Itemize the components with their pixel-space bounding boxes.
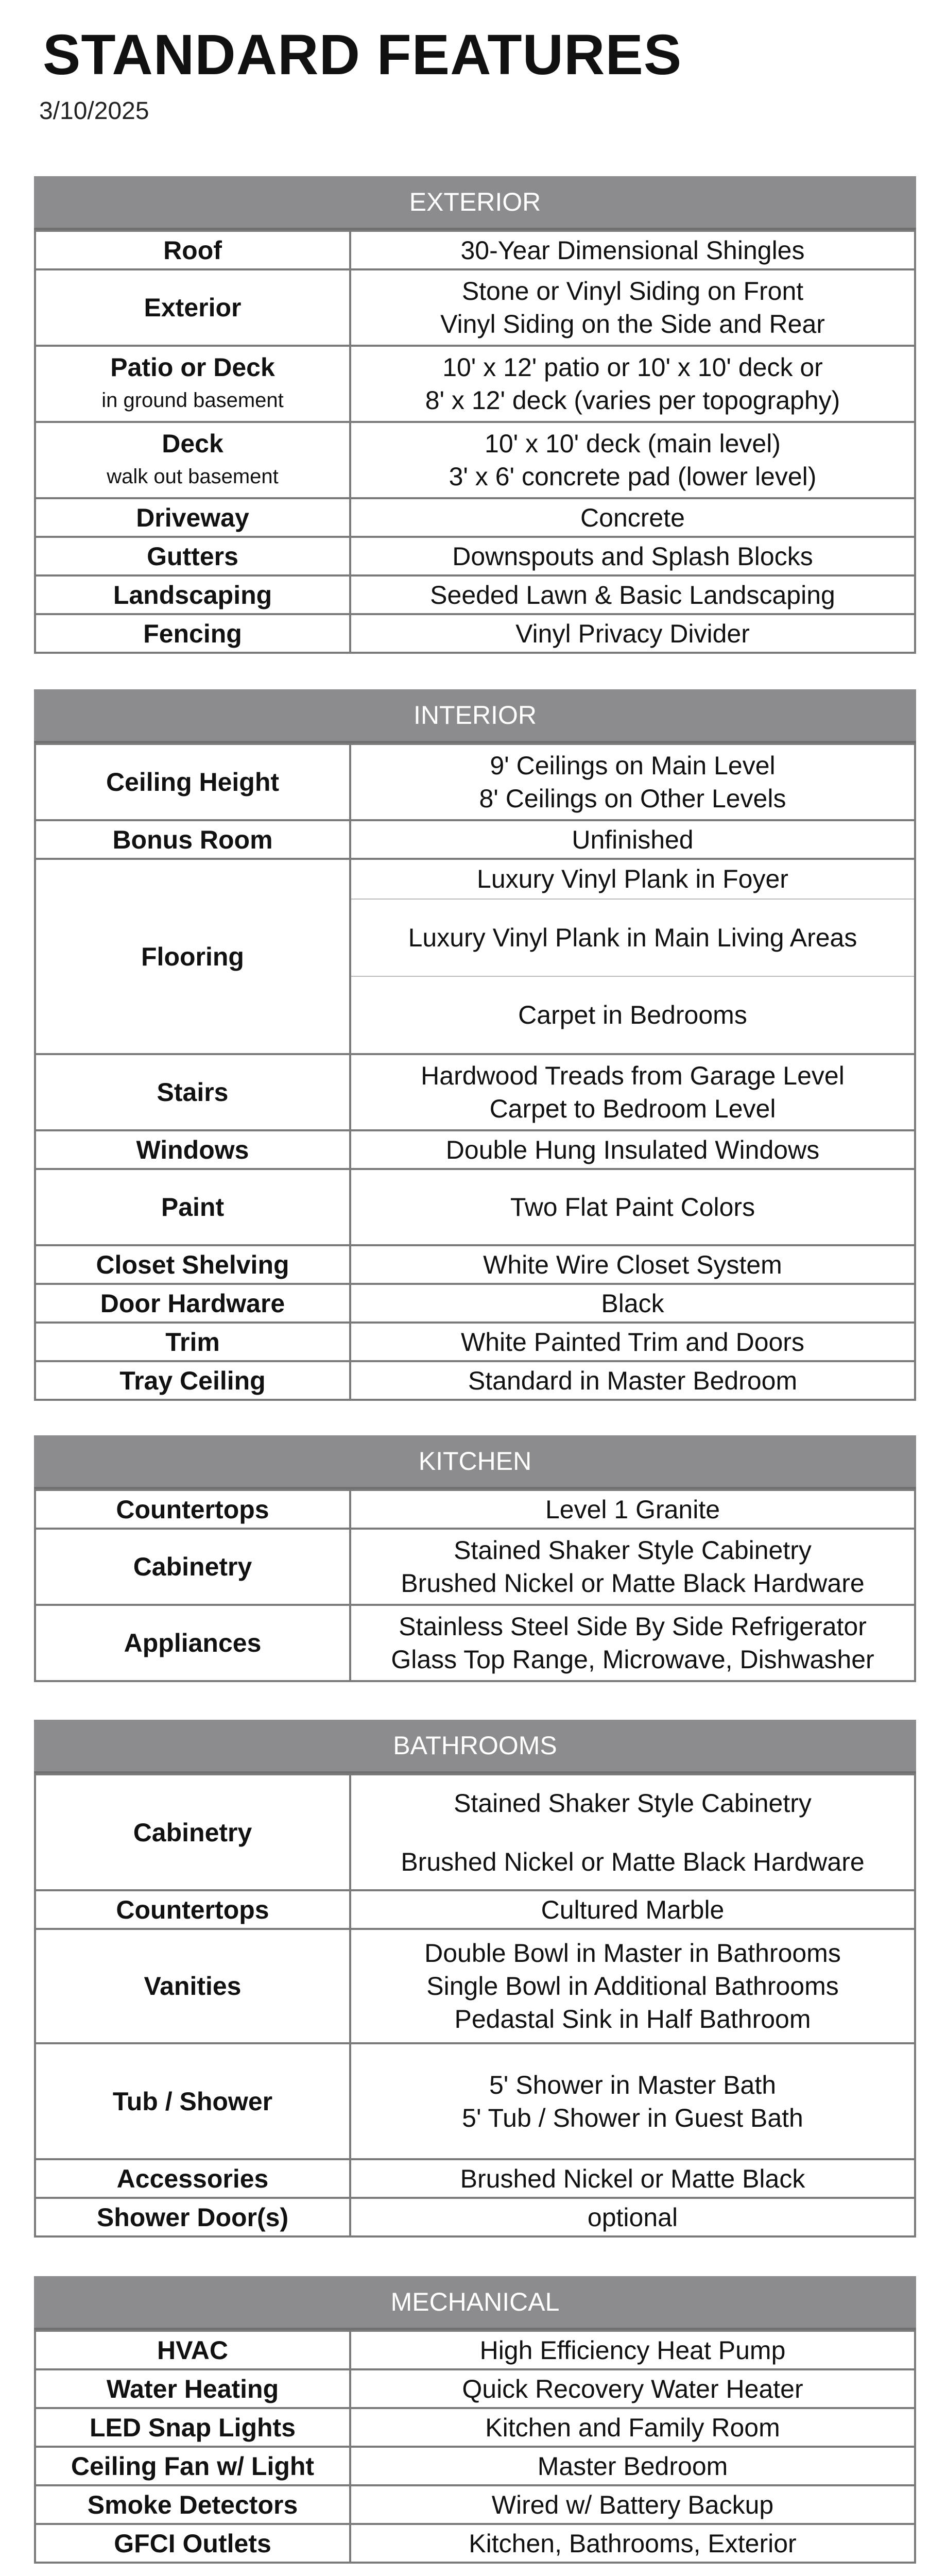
- feature-value-line: Quick Recovery Water Heater: [462, 2374, 803, 2403]
- feature-sublabel: in ground basement: [101, 389, 284, 412]
- feature-label: Gutters: [35, 537, 350, 575]
- feature-value-line: Stained Shaker Style Cabinetry: [454, 1788, 812, 1818]
- feature-value: [350, 1490, 915, 1529]
- table-row: [35, 1245, 915, 1284]
- feature-sublabel: walk out basement: [107, 465, 279, 488]
- feature-value: [350, 1529, 915, 1605]
- feature-value: [350, 537, 915, 575]
- feature-value: [350, 231, 915, 269]
- feature-value-line: 8' x 12' deck (varies per topography): [425, 386, 840, 415]
- feature-value: [350, 2447, 915, 2485]
- feature-value-line: Stone or Vinyl Siding on Front: [461, 277, 804, 306]
- table-row: [35, 537, 915, 575]
- feature-value: [350, 1605, 915, 1681]
- feature-value: [350, 2485, 915, 2524]
- feature-value-line: optional: [587, 2202, 678, 2232]
- feature-label: Bonus Room: [35, 820, 350, 859]
- feature-value-line: Seeded Lawn & Basic Landscaping: [430, 580, 835, 609]
- table-row: [35, 269, 915, 346]
- table-row: [35, 2408, 915, 2447]
- feature-value-line: Wired w/ Battery Backup: [491, 2490, 774, 2519]
- table-row: [35, 498, 915, 537]
- feature-value-line: Carpet in Bedrooms: [351, 976, 914, 1053]
- feature-value-line: Two Flat Paint Colors: [510, 1193, 755, 1222]
- feature-value-line: Level 1 Granite: [545, 1495, 720, 1524]
- page-title: STANDARD FEATURES: [43, 23, 682, 87]
- feature-label: Landscaping: [35, 575, 350, 614]
- feature-value: [350, 1284, 915, 1323]
- feature-label: [35, 422, 350, 498]
- feature-value: [350, 2159, 915, 2198]
- features-table: [34, 230, 916, 654]
- feature-value-line: Carpet to Bedroom Level: [489, 1094, 776, 1123]
- table-row: [35, 1284, 915, 1323]
- table-row: [35, 1605, 915, 1681]
- feature-value: [350, 2408, 915, 2447]
- feature-value-line: 10' x 12' patio or 10' x 10' deck or: [442, 353, 823, 382]
- feature-value: [350, 744, 915, 820]
- table-row: [35, 2331, 915, 2369]
- feature-label: Cabinetry: [35, 1774, 350, 1890]
- table-row: [35, 1774, 915, 1890]
- feature-label: Closet Shelving: [35, 1245, 350, 1284]
- feature-value-line: Downspouts and Splash Blocks: [452, 541, 813, 571]
- table-row: [35, 1323, 915, 1361]
- section-bathrooms: [34, 1720, 916, 2238]
- feature-value: [350, 2198, 915, 2236]
- feature-value-line: Luxury Vinyl Plank in Main Living Areas: [351, 899, 914, 976]
- table-row: [35, 575, 915, 614]
- feature-value-line: Black: [601, 1289, 664, 1318]
- table-row: [35, 2198, 915, 2236]
- feature-value-line: Brushed Nickel or Matte Black Hardware: [401, 1847, 865, 1876]
- table-row: [35, 1130, 915, 1169]
- feature-value: [350, 2369, 915, 2408]
- table-row: [35, 744, 915, 820]
- feature-value-line: 3' x 6' concrete pad (lower level): [449, 462, 817, 491]
- feature-label: Exterior: [35, 269, 350, 346]
- feature-value-line: White Painted Trim and Doors: [461, 1327, 804, 1357]
- section-header: KITCHEN: [34, 1435, 916, 1489]
- feature-value-line: Double Hung Insulated Windows: [445, 1135, 820, 1164]
- feature-value-line: Luxury Vinyl Plank in Foyer: [477, 865, 788, 893]
- feature-value: [350, 1169, 915, 1245]
- feature-value: [350, 1245, 915, 1284]
- feature-label: Door Hardware: [35, 1284, 350, 1323]
- feature-value-line: 9' Ceilings on Main Level: [490, 751, 776, 780]
- table-row: [35, 2369, 915, 2408]
- feature-value: [350, 2524, 915, 2563]
- feature-value: [350, 1929, 915, 2043]
- feature-value-line: 30-Year Dimensional Shingles: [460, 235, 805, 265]
- feature-value: [350, 2043, 915, 2159]
- feature-label: Ceiling Height: [35, 744, 350, 820]
- feature-label: Tub / Shower: [35, 2043, 350, 2159]
- table-row: [35, 2524, 915, 2563]
- section-header: BATHROOMS: [34, 1720, 916, 1773]
- table-row: [35, 422, 915, 498]
- feature-value: [350, 422, 915, 498]
- feature-label: Countertops: [35, 1490, 350, 1529]
- feature-value: [350, 575, 915, 614]
- feature-value-line: Kitchen, Bathrooms, Exterior: [469, 2529, 797, 2558]
- feature-label: LED Snap Lights: [35, 2408, 350, 2447]
- feature-label: Shower Door(s): [35, 2198, 350, 2236]
- feature-label: Accessories: [35, 2159, 350, 2198]
- table-row: [35, 614, 915, 653]
- document-date: 3/10/2025: [39, 97, 149, 125]
- table-row: [35, 820, 915, 859]
- feature-value-line: Cultured Marble: [541, 1895, 725, 1924]
- feature-value-line: Unfinished: [572, 825, 694, 854]
- table-row: [35, 346, 915, 422]
- feature-label: Ceiling Fan w/ Light: [35, 2447, 350, 2485]
- table-row: [35, 1054, 915, 1130]
- feature-value-line: Single Bowl in Additional Bathrooms: [426, 1972, 839, 2001]
- feature-value-line: 10' x 10' deck (main level): [485, 429, 781, 458]
- feature-value: [350, 1323, 915, 1361]
- table-row: [35, 1169, 915, 1245]
- feature-value-line: 8' Ceilings on Other Levels: [479, 784, 786, 813]
- feature-value-line: Concrete: [580, 503, 685, 532]
- feature-label: Smoke Detectors: [35, 2485, 350, 2524]
- table-row: [35, 1361, 915, 1400]
- section-interior: [34, 689, 916, 1401]
- table-row: [35, 1890, 915, 1929]
- features-table: [34, 2330, 916, 2564]
- features-table: [34, 1773, 916, 2238]
- feature-value: [350, 859, 915, 1054]
- section-header: INTERIOR: [34, 689, 916, 743]
- feature-value-line: High Efficiency Heat Pump: [479, 2335, 786, 2365]
- feature-label: Paint: [35, 1169, 350, 1245]
- table-row: [35, 1529, 915, 1605]
- table-row: [35, 2485, 915, 2524]
- feature-value: [350, 269, 915, 346]
- feature-label: Flooring: [35, 859, 350, 1054]
- feature-value-line: Vinyl Siding on the Side and Rear: [440, 310, 825, 338]
- feature-label: Vanities: [35, 1929, 350, 2043]
- feature-label: Water Heating: [35, 2369, 350, 2408]
- feature-value-line: Brushed Nickel or Matte Black Hardware: [401, 1569, 865, 1598]
- feature-value: [350, 820, 915, 859]
- feature-value: [350, 1774, 915, 1890]
- feature-value: [350, 346, 915, 422]
- table-row: [35, 2447, 915, 2485]
- feature-value: [350, 614, 915, 653]
- feature-label: Tray Ceiling: [35, 1361, 350, 1400]
- feature-value-line: Vinyl Privacy Divider: [515, 619, 750, 648]
- feature-label: GFCI Outlets: [35, 2524, 350, 2563]
- table-row: [35, 2159, 915, 2198]
- feature-value: [350, 1130, 915, 1169]
- feature-label: Windows: [35, 1130, 350, 1169]
- feature-value-line: Stainless Steel Side By Side Refrigerator: [399, 1612, 867, 1641]
- feature-label: Roof: [35, 231, 350, 269]
- section-header: MECHANICAL: [34, 2276, 916, 2330]
- feature-value: [350, 1054, 915, 1130]
- features-table: [34, 1489, 916, 1682]
- table-row: [35, 231, 915, 269]
- feature-value: [350, 498, 915, 537]
- section-header: EXTERIOR: [34, 176, 916, 230]
- feature-value-line: Master Bedroom: [537, 2451, 728, 2481]
- feature-value-line: Glass Top Range, Microwave, Dishwasher: [391, 1645, 874, 1674]
- feature-label: Countertops: [35, 1890, 350, 1929]
- table-row: [35, 1929, 915, 2043]
- feature-value-line: Stained Shaker Style Cabinetry: [454, 1536, 812, 1565]
- features-table: [34, 743, 916, 1401]
- feature-label: [35, 346, 350, 422]
- feature-value-line: Hardwood Treads from Garage Level: [421, 1061, 845, 1090]
- feature-value-line: Pedastal Sink in Half Bathroom: [454, 2005, 811, 2033]
- feature-value: [350, 1890, 915, 1929]
- table-row: [35, 2043, 915, 2159]
- feature-value-line: Standard in Master Bedroom: [468, 1366, 798, 1395]
- table-row: [35, 1490, 915, 1529]
- feature-label: Appliances: [35, 1605, 350, 1681]
- feature-label-text: Deck: [162, 429, 223, 458]
- feature-label: Fencing: [35, 614, 350, 653]
- section-mechanical: [34, 2276, 916, 2564]
- feature-value: [350, 2331, 915, 2369]
- section-exterior: [34, 176, 916, 654]
- feature-value-line: Double Bowl in Master in Bathrooms: [424, 1939, 841, 1968]
- feature-value-line: 5' Tub / Shower in Guest Bath: [462, 2103, 803, 2132]
- feature-label: Trim: [35, 1323, 350, 1361]
- feature-label: Driveway: [35, 498, 350, 537]
- feature-value: [350, 1361, 915, 1400]
- table-row: [35, 859, 915, 1054]
- feature-label: Cabinetry: [35, 1529, 350, 1605]
- feature-label: HVAC: [35, 2331, 350, 2369]
- section-kitchen: [34, 1435, 916, 1682]
- feature-value-line: Kitchen and Family Room: [485, 2413, 780, 2442]
- feature-value-line: Brushed Nickel or Matte Black: [460, 2164, 805, 2193]
- feature-value-line: 5' Shower in Master Bath: [489, 2070, 777, 2099]
- feature-label: Stairs: [35, 1054, 350, 1130]
- feature-value-line: White Wire Closet System: [483, 1250, 782, 1279]
- feature-label-text: Patio or Deck: [110, 353, 275, 382]
